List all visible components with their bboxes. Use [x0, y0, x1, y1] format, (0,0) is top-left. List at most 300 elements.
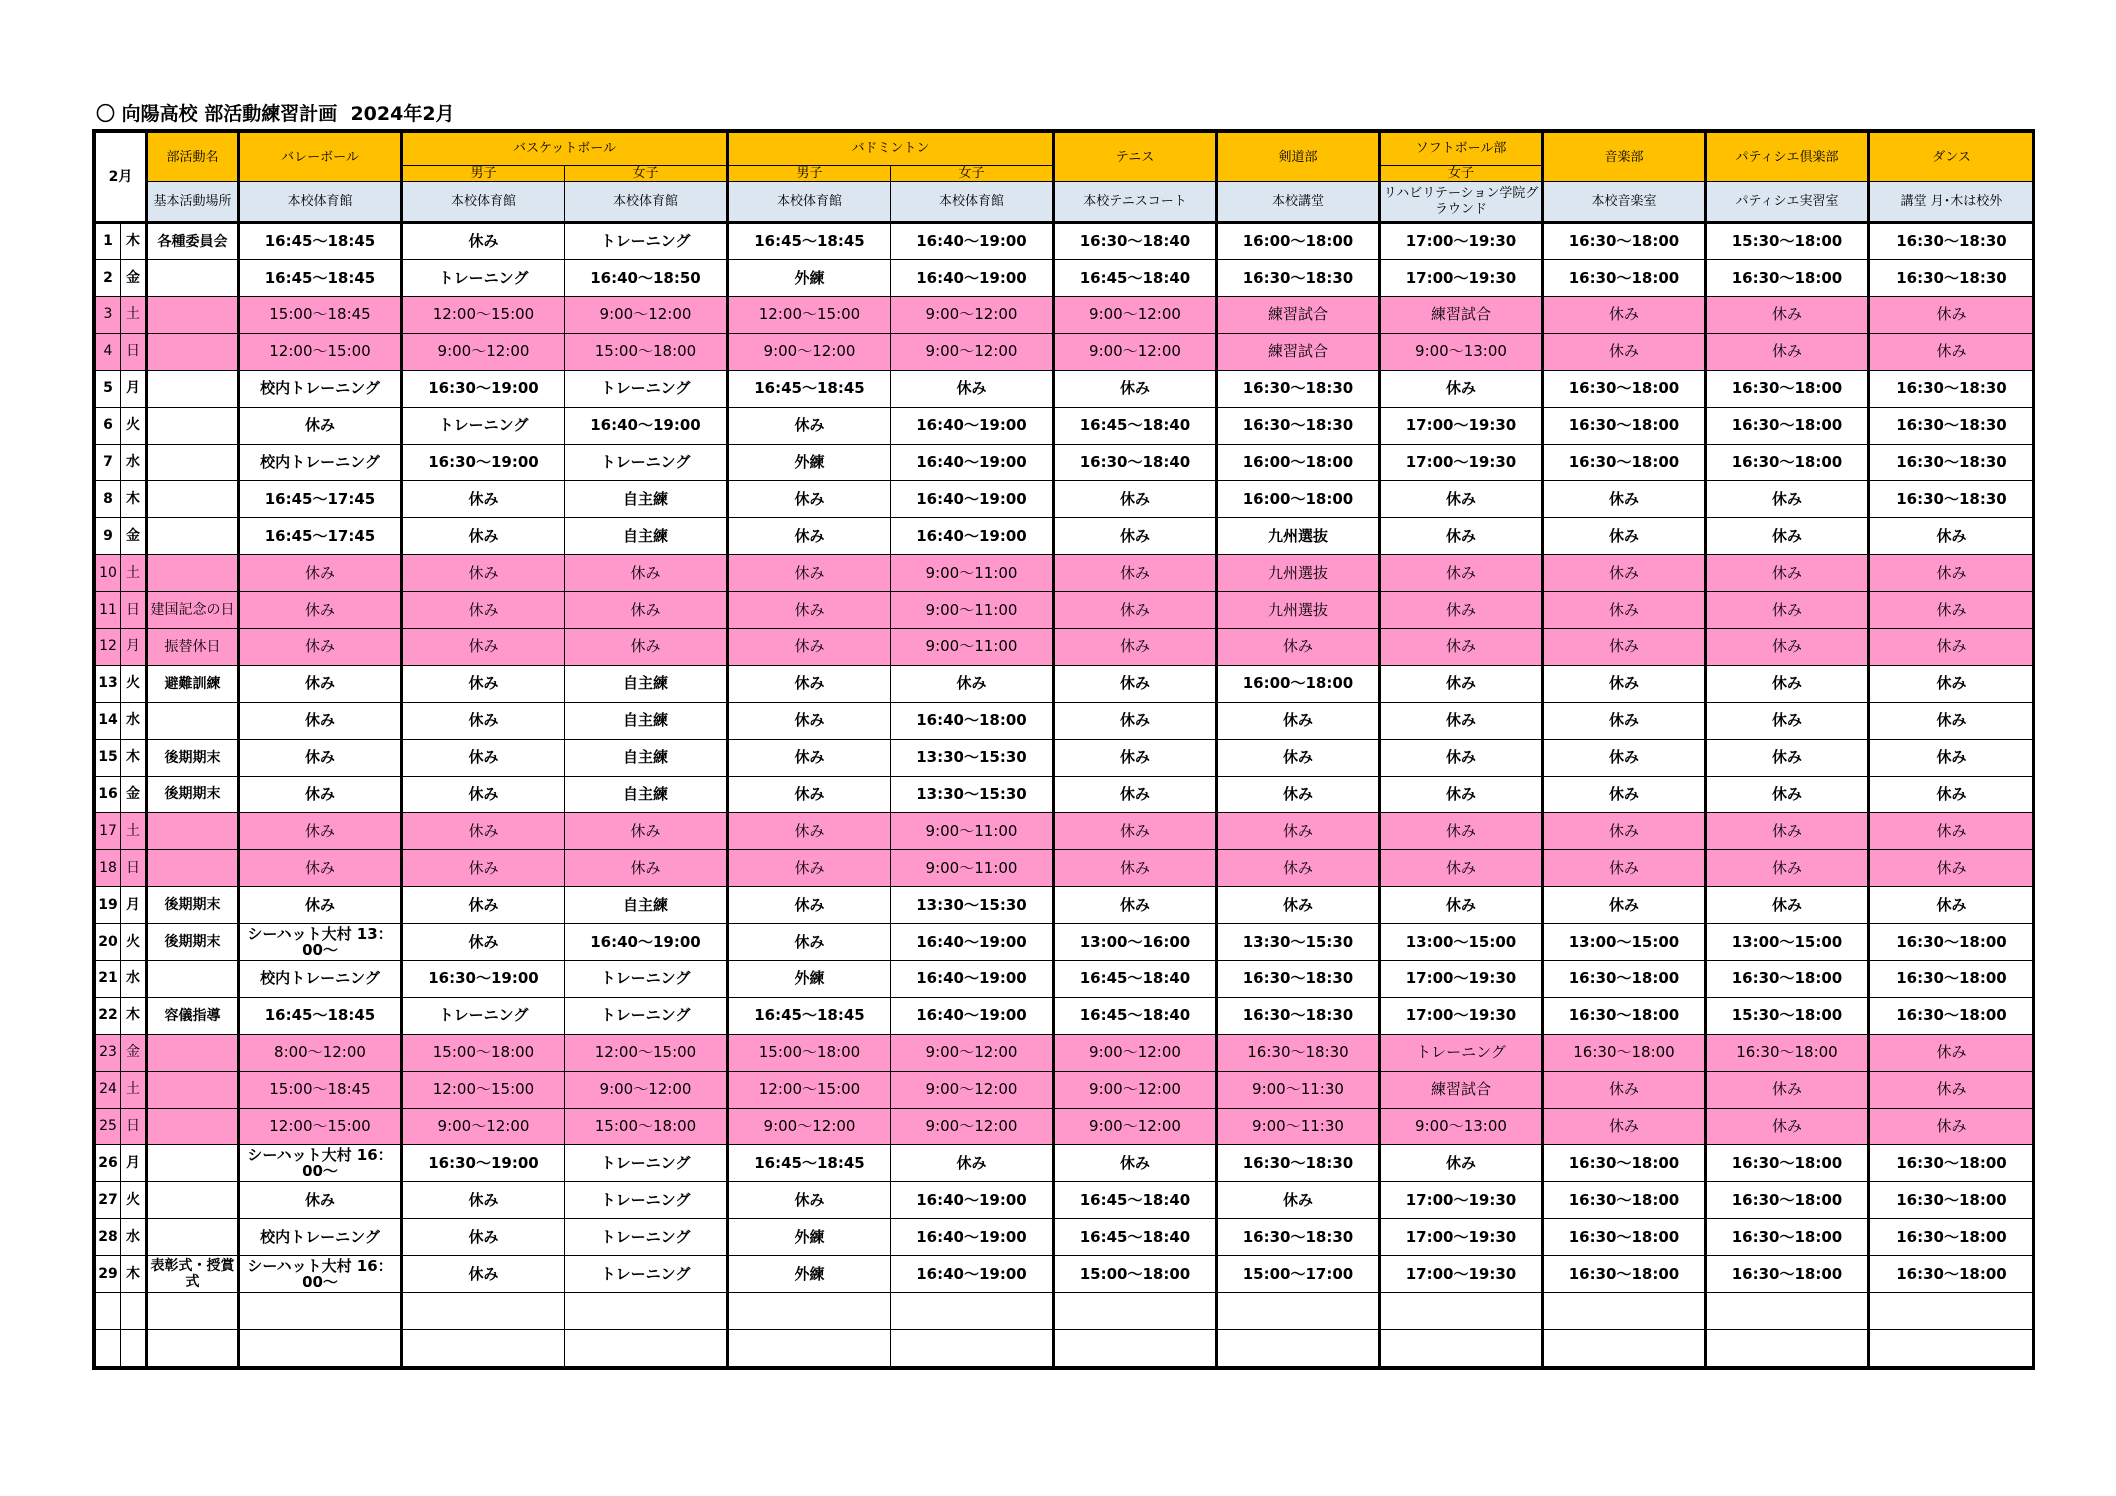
- table-row: [96, 1108, 2035, 1145]
- schedule-cell: 16:40～19:00: [891, 960, 1054, 997]
- day-cell: [96, 1293, 121, 1330]
- schedule-cell: 9:00～12:00: [1054, 296, 1217, 333]
- schedule-cell: [402, 1293, 565, 1330]
- table-row: [96, 997, 2035, 1034]
- schedule-cell: [239, 1329, 402, 1366]
- location-label: 基本活動場所: [147, 182, 239, 223]
- schedule-cell: 17:00～19:30: [1380, 223, 1543, 260]
- schedule-cell: 休み: [1869, 813, 2035, 850]
- schedule-cell: [1543, 1293, 1706, 1330]
- schedule-cell: 16:30～18:00: [1543, 1034, 1706, 1071]
- schedule-cell: 休み: [1543, 776, 1706, 813]
- schedule-cell: 17:00～19:30: [1380, 960, 1543, 997]
- schedule-cell: 16:45～18:40: [1054, 960, 1217, 997]
- schedule-cell: 15:00～18:00: [565, 333, 728, 370]
- table-row: [96, 1219, 2035, 1256]
- schedule-cell: 休み: [239, 628, 402, 665]
- day-cell: 6: [96, 407, 121, 444]
- schedule-cell: 9:00～12:00: [565, 296, 728, 333]
- schedule-cell: 17:00～19:30: [1380, 997, 1543, 1034]
- schedule-cell: 16:30～18:00: [1706, 407, 1869, 444]
- schedule-cell: [1869, 1293, 2035, 1330]
- schedule-cell: 16:40～18:50: [565, 260, 728, 297]
- day-cell: 14: [96, 702, 121, 739]
- day-cell: 11: [96, 592, 121, 629]
- event-cell: [147, 1329, 239, 1366]
- schedule-cell: 15:30～18:00: [1706, 223, 1869, 260]
- weekday-cell: 月: [121, 370, 147, 407]
- schedule-cell: [1217, 1329, 1380, 1366]
- day-cell: 29: [96, 1256, 121, 1293]
- schedule-cell: [402, 1329, 565, 1366]
- schedule-cell: 練習試合: [1217, 333, 1380, 370]
- schedule-cell: 休み: [1543, 1071, 1706, 1108]
- schedule-cell: 16:30～18:00: [1869, 1182, 2035, 1219]
- schedule-cell: 休み: [1380, 628, 1543, 665]
- schedule-cell: 休み: [1054, 776, 1217, 813]
- schedule-cell: 16:30～18:00: [1706, 370, 1869, 407]
- schedule-cell: 休み: [402, 518, 565, 555]
- schedule-cell: 16:30～18:00: [1869, 924, 2035, 961]
- schedule-cell: 休み: [728, 702, 891, 739]
- event-cell: [147, 518, 239, 555]
- schedule-cell: 16:30～18:30: [1217, 960, 1380, 997]
- schedule-cell: 15:00～17:00: [1217, 1256, 1380, 1293]
- schedule-cell: 16:30～18:00: [1543, 260, 1706, 297]
- schedule-cell: 休み: [728, 407, 891, 444]
- schedule-cell: 8:00～12:00: [239, 1034, 402, 1071]
- schedule-cell: 12:00～15:00: [728, 296, 891, 333]
- location-cell: パティシエ実習室: [1706, 182, 1869, 223]
- schedule-cell: 16:30～18:00: [1543, 223, 1706, 260]
- schedule-cell: 休み: [239, 739, 402, 776]
- schedule-cell: 16:30～18:30: [1217, 407, 1380, 444]
- schedule-cell: 16:30～18:00: [1706, 260, 1869, 297]
- table-row: [96, 887, 2035, 924]
- schedule-cell: 休み: [402, 739, 565, 776]
- schedule-cell: シーハット大村 13：00～: [239, 924, 402, 961]
- weekday-cell: 日: [121, 850, 147, 887]
- schedule-cell: 休み: [1380, 370, 1543, 407]
- day-cell: 24: [96, 1071, 121, 1108]
- schedule-cell: 外練: [728, 260, 891, 297]
- event-cell: [147, 370, 239, 407]
- event-cell: [147, 702, 239, 739]
- schedule-cell: 16:30～18:00: [1869, 1256, 2035, 1293]
- schedule-cell: 9:00～12:00: [891, 1034, 1054, 1071]
- schedule-cell: 自主練: [565, 518, 728, 555]
- day-cell: 10: [96, 555, 121, 592]
- schedule-cell: 16:30～18:30: [1869, 481, 2035, 518]
- table-row: [96, 1182, 2035, 1219]
- sub-header: 女子: [891, 165, 1054, 181]
- schedule-cell: 外練: [728, 1219, 891, 1256]
- weekday-cell: 金: [121, 260, 147, 297]
- table-row: [96, 628, 2035, 665]
- day-cell: 4: [96, 333, 121, 370]
- schedule-cell: [1543, 1329, 1706, 1366]
- schedule-cell: 休み: [402, 592, 565, 629]
- schedule-cell: 16:45～17:45: [239, 481, 402, 518]
- schedule-cell: トレーニング: [565, 1256, 728, 1293]
- schedule-cell: 15:00～18:00: [728, 1034, 891, 1071]
- schedule-cell: 休み: [1217, 1182, 1380, 1219]
- schedule-cell: 16:00～18:00: [1217, 223, 1380, 260]
- schedule-cell: 16:30～18:00: [1543, 1145, 1706, 1182]
- schedule-cell: 13:30～15:30: [891, 776, 1054, 813]
- schedule-cell: [1217, 1293, 1380, 1330]
- schedule-cell: 休み: [728, 850, 891, 887]
- schedule-cell: 17:00～19:30: [1380, 1256, 1543, 1293]
- schedule-cell: トレーニング: [402, 407, 565, 444]
- schedule-cell: 16:30～18:00: [1543, 1182, 1706, 1219]
- schedule-cell: 休み: [402, 665, 565, 702]
- schedule-cell: 16:45～18:40: [1054, 1182, 1217, 1219]
- schedule-cell: [891, 1293, 1054, 1330]
- schedule-cell: 16:30～18:00: [1543, 960, 1706, 997]
- schedule-cell: 練習試合: [1380, 296, 1543, 333]
- schedule-cell: 休み: [402, 555, 565, 592]
- schedule-cell: [239, 1293, 402, 1330]
- schedule-cell: 休み: [1054, 850, 1217, 887]
- event-cell: [147, 260, 239, 297]
- club-header: バレーボール: [239, 133, 402, 182]
- day-cell: 18: [96, 850, 121, 887]
- weekday-cell: 金: [121, 518, 147, 555]
- day-cell: 19: [96, 887, 121, 924]
- table-row: [96, 665, 2035, 702]
- schedule-cell: 9:00～12:00: [891, 296, 1054, 333]
- day-cell: 1: [96, 223, 121, 260]
- schedule-cell: 休み: [1054, 739, 1217, 776]
- table-row: [96, 296, 2035, 333]
- schedule-cell: 休み: [239, 702, 402, 739]
- weekday-cell: 日: [121, 333, 147, 370]
- schedule-cell: 休み: [728, 739, 891, 776]
- event-cell: [147, 296, 239, 333]
- schedule-cell: 休み: [1869, 333, 2035, 370]
- day-cell: 21: [96, 960, 121, 997]
- club-header: パティシエ倶楽部: [1706, 133, 1869, 182]
- schedule-cell: 休み: [1869, 665, 2035, 702]
- schedule-cell: 16:30～18:40: [1054, 444, 1217, 481]
- schedule-cell: 17:00～19:30: [1380, 407, 1543, 444]
- weekday-cell: 金: [121, 1034, 147, 1071]
- schedule-cell: 休み: [1543, 739, 1706, 776]
- schedule-cell: 13:30～15:30: [1217, 924, 1380, 961]
- schedule-cell: 休み: [1543, 1108, 1706, 1145]
- club-header: バドミントン: [728, 133, 1054, 166]
- schedule-cell: 休み: [728, 481, 891, 518]
- schedule-cell: 13:00～16:00: [1054, 924, 1217, 961]
- schedule-cell: 9:00～12:00: [402, 333, 565, 370]
- table-row: [96, 739, 2035, 776]
- weekday-cell: [121, 1293, 147, 1330]
- sub-header: 男子: [728, 165, 891, 181]
- schedule-cell: 16:40～19:00: [891, 518, 1054, 555]
- schedule-cell: [1380, 1293, 1543, 1330]
- day-cell: 26: [96, 1145, 121, 1182]
- schedule-cell: 休み: [239, 665, 402, 702]
- schedule-cell: 休み: [1380, 702, 1543, 739]
- club-header: 音楽部: [1543, 133, 1706, 182]
- schedule-cell: 休み: [891, 665, 1054, 702]
- schedule-cell: 休み: [1706, 628, 1869, 665]
- schedule-cell: 13:30～15:30: [891, 887, 1054, 924]
- schedule-cell: 休み: [1543, 481, 1706, 518]
- schedule-cell: 16:30～18:30: [1217, 370, 1380, 407]
- day-cell: 12: [96, 628, 121, 665]
- weekday-cell: 水: [121, 444, 147, 481]
- schedule-cell: 練習試合: [1217, 296, 1380, 333]
- table-row: [96, 702, 2035, 739]
- schedule-cell: 16:30～18:00: [1543, 997, 1706, 1034]
- schedule-cell: 休み: [1706, 665, 1869, 702]
- schedule-cell: 16:00～18:00: [1217, 665, 1380, 702]
- day-cell: 13: [96, 665, 121, 702]
- weekday-cell: 木: [121, 997, 147, 1034]
- schedule-cell: 休み: [239, 555, 402, 592]
- schedule-cell: 16:30～18:00: [1543, 407, 1706, 444]
- schedule-cell: 休み: [239, 592, 402, 629]
- event-cell: [147, 1293, 239, 1330]
- table-row: [96, 1145, 2035, 1182]
- weekday-cell: 土: [121, 813, 147, 850]
- table-row: [96, 960, 2035, 997]
- schedule-cell: 休み: [565, 628, 728, 665]
- location-cell: 本校講堂: [1217, 182, 1380, 223]
- schedule-cell: 休み: [239, 813, 402, 850]
- schedule-cell: 16:30～18:00: [1543, 444, 1706, 481]
- weekday-cell: 月: [121, 1145, 147, 1182]
- schedule-cell: 16:30～18:00: [1706, 1034, 1869, 1071]
- schedule-cell: トレーニング: [565, 960, 728, 997]
- schedule-cell: 9:00～12:00: [565, 1071, 728, 1108]
- weekday-cell: 日: [121, 1108, 147, 1145]
- table-row: [96, 1293, 2035, 1330]
- schedule-cell: 休み: [1706, 702, 1869, 739]
- schedule-cell: 休み: [1054, 887, 1217, 924]
- schedule-cell: トレーニング: [565, 1219, 728, 1256]
- schedule-cell: 12:00～15:00: [402, 296, 565, 333]
- weekday-cell: 火: [121, 407, 147, 444]
- day-cell: 28: [96, 1219, 121, 1256]
- weekday-cell: 水: [121, 1219, 147, 1256]
- event-cell: 容儀指導: [147, 997, 239, 1034]
- schedule-cell: 12:00～15:00: [239, 1108, 402, 1145]
- page-title: 〇 向陽高校 部活動練習計画 2024年2月: [96, 103, 455, 125]
- schedule-cell: 9:00～12:00: [728, 1108, 891, 1145]
- club-header: 剣道部: [1217, 133, 1380, 182]
- schedule-cell: 休み: [728, 1182, 891, 1219]
- event-cell: [147, 1145, 239, 1182]
- event-cell: [147, 555, 239, 592]
- schedule-cell: 休み: [1869, 702, 2035, 739]
- schedule-cell: 休み: [565, 813, 728, 850]
- schedule-cell: [728, 1329, 891, 1366]
- schedule-cell: 休み: [1543, 296, 1706, 333]
- table-row: [96, 1034, 2035, 1071]
- weekday-cell: 土: [121, 296, 147, 333]
- schedule-cell: 休み: [728, 887, 891, 924]
- schedule-cell: 16:45～18:45: [239, 997, 402, 1034]
- weekday-cell: 月: [121, 887, 147, 924]
- day-cell: 20: [96, 924, 121, 961]
- schedule-cell: 休み: [1869, 296, 2035, 333]
- schedule-cell: 休み: [1543, 333, 1706, 370]
- schedule-cell: 9:00～12:00: [1054, 333, 1217, 370]
- schedule-cell: 16:45～18:45: [728, 997, 891, 1034]
- day-cell: 9: [96, 518, 121, 555]
- weekday-cell: 月: [121, 628, 147, 665]
- table-row: [96, 260, 2035, 297]
- schedule-cell: 休み: [1869, 1071, 2035, 1108]
- schedule-cell: 休み: [1380, 850, 1543, 887]
- day-cell: 5: [96, 370, 121, 407]
- schedule-cell: 16:30～18:00: [1869, 997, 2035, 1034]
- weekday-cell: 土: [121, 555, 147, 592]
- schedule-cell: 13:00～15:00: [1543, 924, 1706, 961]
- schedule-cell: 休み: [1054, 702, 1217, 739]
- schedule-cell: 16:30～18:40: [1054, 223, 1217, 260]
- schedule-cell: 9:00～12:00: [891, 333, 1054, 370]
- schedule-cell: 休み: [1054, 813, 1217, 850]
- event-cell: 表彰式・授賞式: [147, 1256, 239, 1293]
- schedule-cell: 16:40～19:00: [891, 997, 1054, 1034]
- event-cell: 振替休日: [147, 628, 239, 665]
- schedule-cell: 16:40～19:00: [891, 260, 1054, 297]
- schedule-cell: 休み: [1217, 776, 1380, 813]
- schedule-cell: 休み: [1543, 555, 1706, 592]
- schedule-cell: 休み: [1706, 739, 1869, 776]
- schedule-cell: 休み: [1869, 850, 2035, 887]
- schedule-cell: 15:00～18:00: [1054, 1256, 1217, 1293]
- schedule-cell: 休み: [728, 592, 891, 629]
- schedule-cell: 16:30～18:30: [1869, 223, 2035, 260]
- location-cell: 本校テニスコート: [1054, 182, 1217, 223]
- event-cell: [147, 850, 239, 887]
- schedule-cell: トレーニング: [565, 444, 728, 481]
- weekday-cell: 木: [121, 1256, 147, 1293]
- schedule-cell: トレーニング: [565, 1145, 728, 1182]
- location-cell: 本校体育館: [402, 182, 565, 223]
- schedule-cell: 16:30～18:00: [1706, 1219, 1869, 1256]
- schedule-cell: シーハット大村 16：00～: [239, 1145, 402, 1182]
- day-cell: [96, 1329, 121, 1366]
- schedule-cell: 休み: [728, 518, 891, 555]
- schedule-cell: 休み: [1869, 555, 2035, 592]
- schedule-cell: 休み: [1869, 776, 2035, 813]
- schedule-cell: トレーニング: [402, 997, 565, 1034]
- schedule-cell: 9:00～12:00: [1054, 1108, 1217, 1145]
- schedule-cell: 外練: [728, 1256, 891, 1293]
- schedule-cell: 休み: [1543, 813, 1706, 850]
- schedule-cell: 16:30～18:00: [1543, 1219, 1706, 1256]
- event-cell: 後期期末: [147, 739, 239, 776]
- schedule-cell: 9:00～11:00: [891, 813, 1054, 850]
- schedule-cell: 休み: [402, 628, 565, 665]
- weekday-cell: 火: [121, 924, 147, 961]
- month-label: 2月: [96, 133, 147, 223]
- schedule-cell: 休み: [891, 1145, 1054, 1182]
- schedule-cell: 休み: [1706, 850, 1869, 887]
- event-cell: [147, 1219, 239, 1256]
- schedule-cell: 休み: [1380, 887, 1543, 924]
- event-cell: [147, 1182, 239, 1219]
- location-cell: 本校体育館: [728, 182, 891, 223]
- day-cell: 16: [96, 776, 121, 813]
- schedule-cell: 9:00～12:00: [891, 1071, 1054, 1108]
- schedule-cell: 休み: [402, 1219, 565, 1256]
- schedule-cell: 休み: [565, 555, 728, 592]
- schedule-cell: 休み: [1380, 813, 1543, 850]
- schedule-cell: 9:00～11:00: [891, 850, 1054, 887]
- event-cell: [147, 960, 239, 997]
- schedule-cell: 休み: [1054, 370, 1217, 407]
- sub-header: 男子: [402, 165, 565, 181]
- schedule-cell: 休み: [728, 776, 891, 813]
- schedule-cell: 休み: [728, 924, 891, 961]
- schedule-cell: 休み: [1217, 628, 1380, 665]
- schedule-cell: 自主練: [565, 702, 728, 739]
- event-cell: [147, 813, 239, 850]
- event-cell: 建国記念の日: [147, 592, 239, 629]
- schedule-cell: 9:00～11:30: [1217, 1071, 1380, 1108]
- schedule-cell: 休み: [1543, 702, 1706, 739]
- schedule-cell: 休み: [239, 1182, 402, 1219]
- schedule-cell: 休み: [402, 1256, 565, 1293]
- schedule-cell: 16:30～19:00: [402, 370, 565, 407]
- day-cell: 22: [96, 997, 121, 1034]
- schedule-cell: 休み: [1380, 518, 1543, 555]
- schedule-cell: トレーニング: [565, 997, 728, 1034]
- schedule-cell: 休み: [1054, 628, 1217, 665]
- table-row: [96, 481, 2035, 518]
- table-row: [96, 850, 2035, 887]
- schedule-cell: 16:40～19:00: [891, 1219, 1054, 1256]
- schedule-cell: 9:00～12:00: [402, 1108, 565, 1145]
- weekday-cell: 木: [121, 739, 147, 776]
- schedule-cell: 休み: [728, 665, 891, 702]
- schedule-cell: 9:00～13:00: [1380, 333, 1543, 370]
- schedule-cell: トレーニング: [1380, 1034, 1543, 1071]
- schedule-cell: 休み: [1706, 887, 1869, 924]
- schedule-cell: 13:00～15:00: [1706, 924, 1869, 961]
- schedule-cell: 練習試合: [1380, 1071, 1543, 1108]
- schedule-cell: 16:40～19:00: [891, 223, 1054, 260]
- schedule-cell: 16:00～18:00: [1217, 481, 1380, 518]
- schedule-cell: 自主練: [565, 739, 728, 776]
- weekday-cell: 木: [121, 223, 147, 260]
- schedule-cell: 九州選抜: [1217, 518, 1380, 555]
- schedule-cell: 校内トレーニング: [239, 960, 402, 997]
- schedule-cell: 16:30～18:00: [1869, 1145, 2035, 1182]
- schedule-cell: 外練: [728, 960, 891, 997]
- schedule-cell: 休み: [1706, 1071, 1869, 1108]
- schedule-cell: 休み: [1543, 518, 1706, 555]
- table-row: [96, 1256, 2035, 1293]
- schedule-cell: 9:00～12:00: [728, 333, 891, 370]
- header-row-locations: [96, 182, 2035, 223]
- schedule-cell: 休み: [1380, 481, 1543, 518]
- schedule-cell: 9:00～11:30: [1217, 1108, 1380, 1145]
- schedule-cell: 休み: [239, 887, 402, 924]
- schedule-cell: 休み: [1054, 592, 1217, 629]
- schedule-cell: 16:30～18:00: [1706, 1256, 1869, 1293]
- schedule-cell: 休み: [565, 850, 728, 887]
- sub-header: 女子: [565, 165, 728, 181]
- event-cell: [147, 1071, 239, 1108]
